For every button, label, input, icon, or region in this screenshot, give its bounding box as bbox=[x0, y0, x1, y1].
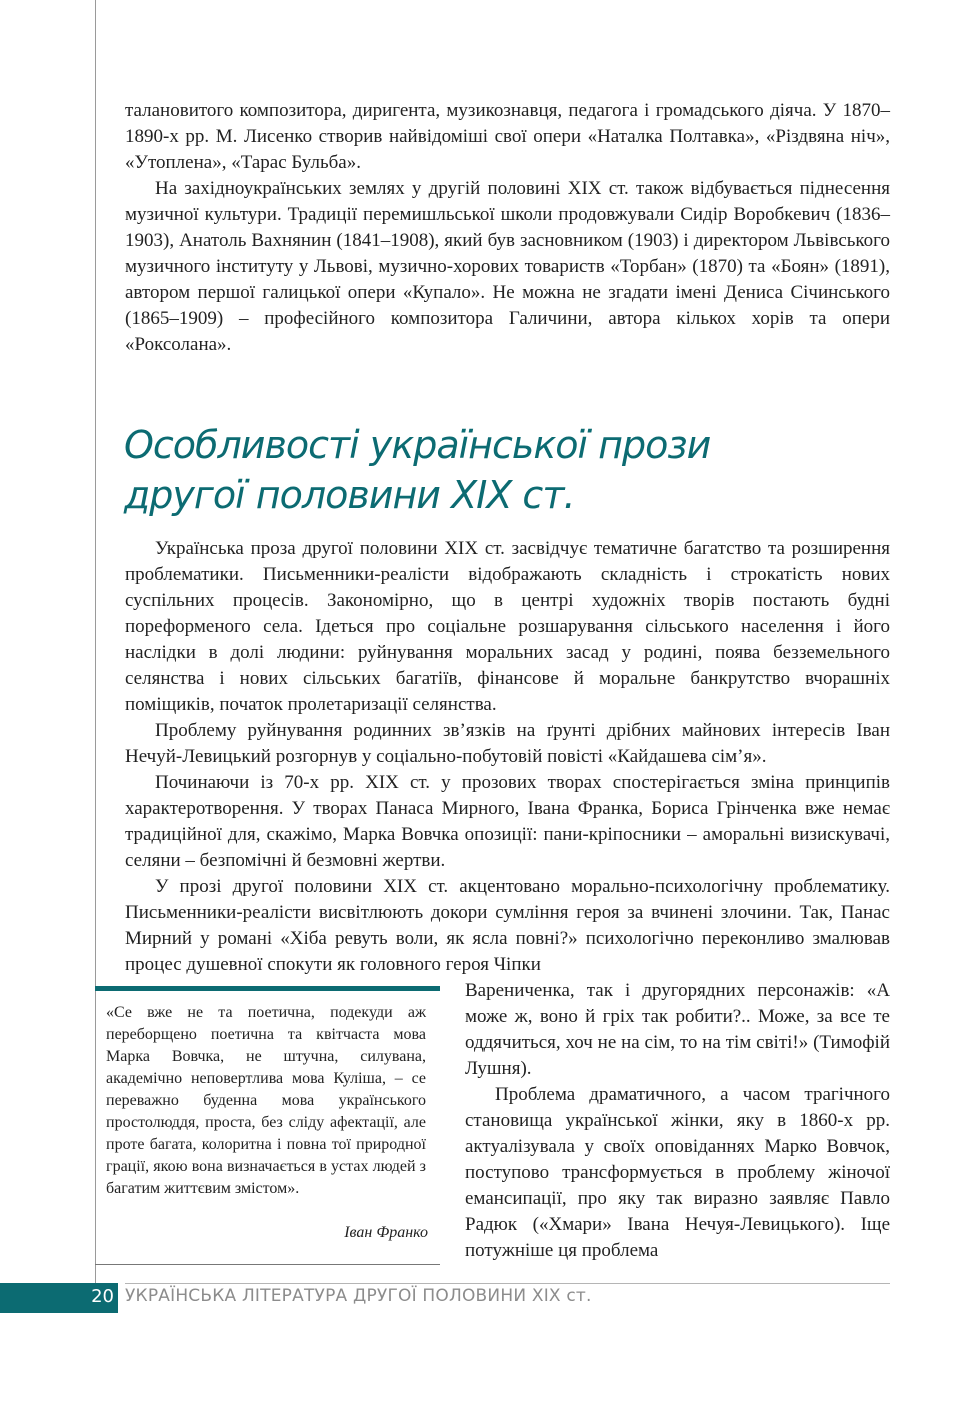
heading-line: другої половини ХІХ ст. bbox=[124, 473, 575, 517]
page-number: 20 bbox=[91, 1286, 114, 1307]
paragraph: Варениченка, так і другорядних персонажів: «А може ж, воно й гріх так робити?.. Може, за все те оддячиться, хоч не на сім, то на тім світі!» (Тимофій Лушня). bbox=[465, 980, 890, 1079]
quote-text: «Се вже не та поетична, подекуди аж переборщено поетична та квітчаста мова Марка Вовчка, не штучна, силувана, академічно неповертлива мова Куліша, – се переважно буденна мова українського простолюддя, проста, без сліду афектації, але проте багата, колоритна і повна тої природної грації, якою вона визначається в устах людей з багатим життєвим змістом». bbox=[106, 1004, 426, 1197]
paragraph: На західноукраїнських землях у другій половині ХІХ ст. також відбувається піднесення музичної культури. Традиції перемишльської школи продовжували Сидір Воробкевич (1836–1903), Анатоль Вахнянин (1841–1908), який був засновником (1903) і директором Львівського музичного інституту у Львові, музично-хорових товариств «Торбан» (1870) та «Боян» (1891), автором першої галицької опери «Купало». Не можна не згадати імені Дениса Січинського (1865–1909) – професійного композитора Галичини, автора кількох хорів та опери «Роксолана». bbox=[125, 178, 890, 355]
running-title: УКРАЇНСЬКА ЛІТЕРАТУРА ДРУГОЇ ПОЛОВИНИ ХІХ ст. bbox=[125, 1286, 592, 1306]
paragraph: Проблема драматичного, а часом трагічного становища української жінки, яку в 1860-х рр. актуалізувала у своїх оповіданнях Марко Вовчок, поступово трансформується в проблему жіночої емансипації, про яку так виразно заявляє Павло Радюк («Хмари» Івана Нечуя-Левицького). Іще потужніше ця проблема bbox=[465, 1084, 890, 1261]
quote-box bbox=[95, 986, 440, 1265]
section-heading bbox=[124, 420, 884, 520]
paragraph: У прозі другої половини ХІХ ст. акцентовано морально-психологічну проблематику. Письменники-реалісти висвітлюють докори сумління героя за вчинені злочини. Так, Панас Мирний у романі «Хіба ревуть воли, як ясла повні?» психологічно переконливо змалював процес душевної спокути як головного героя Чіпки bbox=[125, 876, 890, 975]
paragraph: Проблему руйнування родинних зв’язків на ґрунті дрібних майнових інтересів Іван Нечуй-Левицький розгорнув у соціально-побутовій повісті «Кайдашева сім’я». bbox=[125, 720, 890, 767]
page-number-bar bbox=[0, 1283, 118, 1313]
column-text bbox=[465, 978, 890, 1264]
footer-rule bbox=[125, 1283, 890, 1284]
heading-line: Особливості української прози bbox=[124, 423, 711, 467]
intro-text bbox=[125, 98, 890, 358]
main-text bbox=[125, 536, 890, 978]
paragraph: талановитого композитора, диригента, музикознавця, педагога і громадського діяча. У 1870–1890-х рр. М. Лисенко створив найвідоміші свої опери «Наталка Полтавка», «Різдвяна ніч», «Утоплена», «Тарас Бульба». bbox=[125, 100, 890, 173]
quote-accent-bar bbox=[95, 986, 440, 991]
paragraph: Починаючи із 70-х рр. ХІХ ст. у прозових творах спостерігається зміна принципів характеротворення. У творах Панаса Мирного, Івана Франка, Бориса Грінченка вже немає традиційної для, скажімо, Марка Вовчка опозиції: пани-кріпосники – аморальні визискувачі, селяни – безпомічні й безмовні жертви. bbox=[125, 772, 890, 871]
paragraph: Українська проза другої половини ХІХ ст. засвідчує тематичне багатство та розширення проблематики. Письменники-реалісти відображають складність і строкатість нових суспільних процесів. Закономірно, що в центрі художніх творів постають будні пореформеного села. Ідеться про соціальне розшарування сільського населення і його наслідки в долі людини: руйнування моральних засад у родині, поява безземельного селянства і нових сільських багатіїв, фінансове й моральне банкрутство вчорашніх поміщиків, початок пролетаризації селянства. bbox=[125, 538, 890, 715]
quote-author: Іван Франко bbox=[344, 1224, 428, 1241]
